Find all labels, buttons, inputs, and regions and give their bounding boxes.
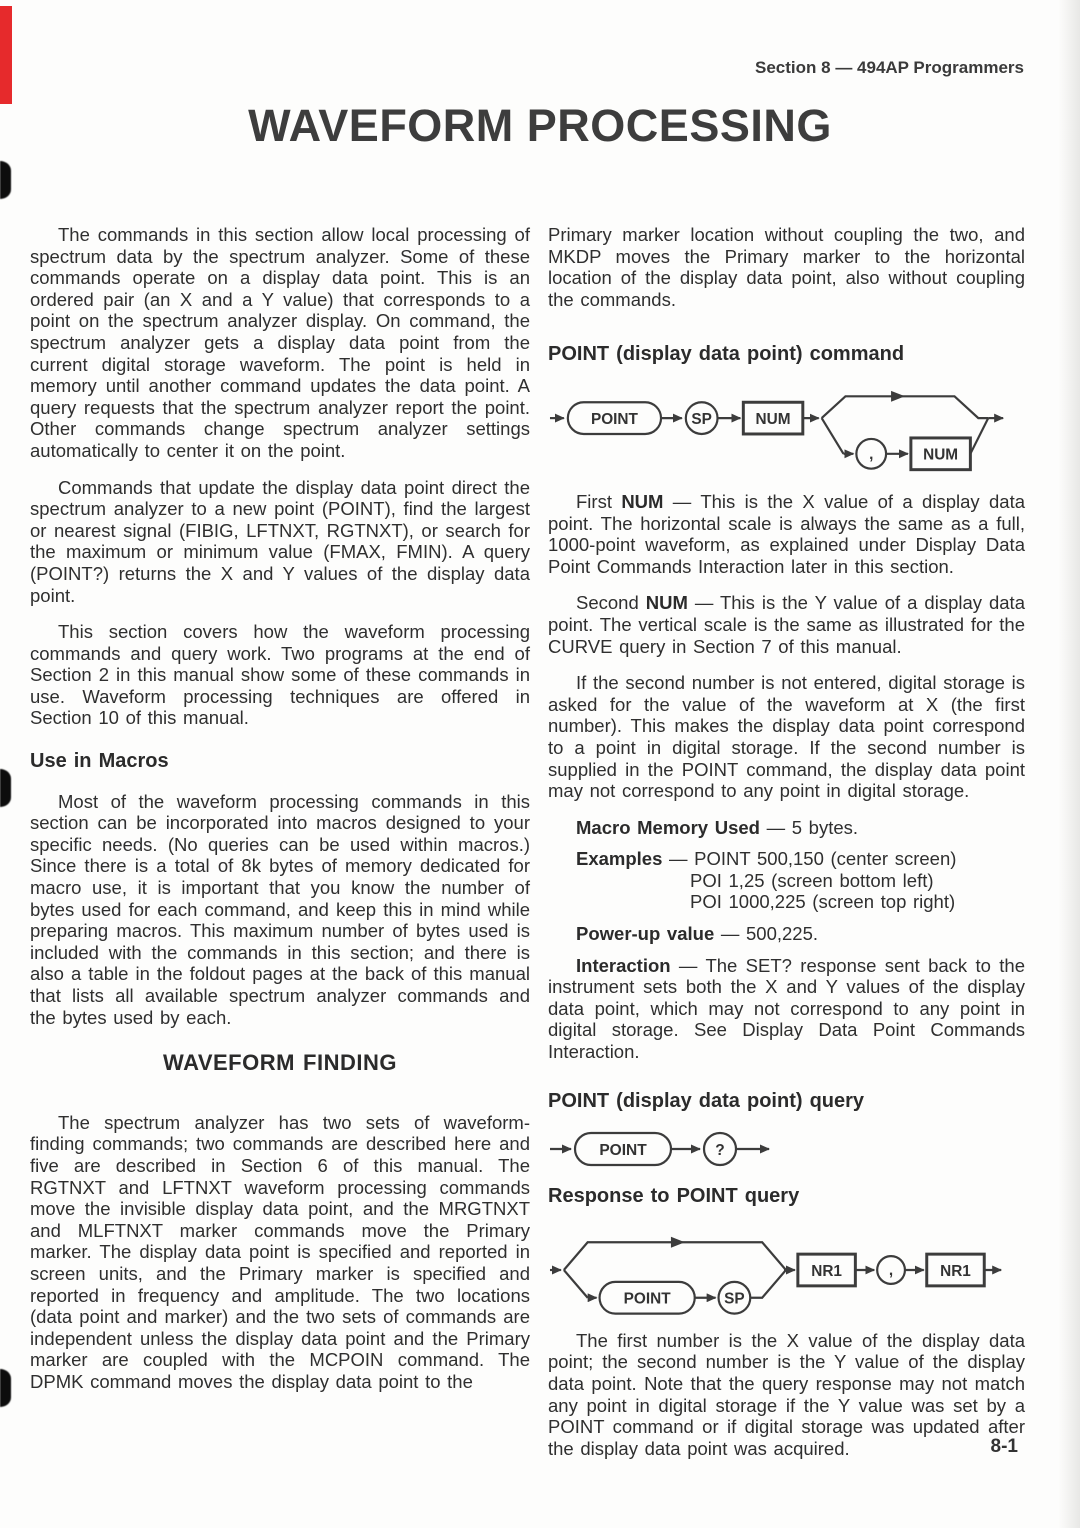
examples-line-2: POI 1,25 (screen bottom left) <box>690 869 934 891</box>
response-paragraph: The first number is the X value of the display data point; the second number is the Y value of the display data point. Note that the query response may not match any point in digital storage if the Y value was set by a POINT command or if digital storage was updated after the display data point was acquired. <box>548 1329 1025 1459</box>
num-node-label: NUM <box>755 411 791 429</box>
text-run: — This is the X value of a display data point. The horizontal scale is always the same as a full, 1000-point waveform, as explained under Display Data Point Commands Interaction later in this section. <box>548 490 1025 577</box>
waveform-finding-paragraph: The spectrum analyzer has two sets of waveform-finding commands; two commands are described here and five are described in Section 6 of this manual. The RGTNXT and LFTNXT waveform processing commands move the invisible display data point, and the MRGTNXT and MLFTNXT marker commands move the Primary marker. The display data point is specified and reported in screen units, and the Primary marker is specified and reported in frequency and amplitude. The two locations (data point and marker) and the two sets of commands are independent unless the display data point and the Primary marker are coupled with the MCPOIN command. The DPMK command moves the display data point to the <box>30 1111 530 1392</box>
red-edge-mark <box>0 6 12 104</box>
point-command-syntax-diagram <box>548 384 1014 479</box>
text-run: — The SET? response sent back to the instrument sets both the X and Y values of the display data point, which may not correspond to any point in digital storage. See Display Data Point Commands Interaction. <box>548 954 1025 1063</box>
bypass-arrow-icon <box>671 1237 685 1248</box>
railroad-lines <box>550 1133 769 1165</box>
page-title: WAVEFORM PROCESSING <box>248 100 832 151</box>
point-query-syntax-diagram <box>548 1126 798 1172</box>
binding-hole <box>0 161 11 199</box>
point-command-heading: POINT (display data point) command <box>548 343 905 366</box>
waveform-finding-heading: WAVEFORM FINDING <box>163 1050 397 1076</box>
text-run: — This is the Y value of a display data point. The vertical scale is the same as illustrated for the CURVE query in Section 7 of this manual. <box>548 592 1025 657</box>
example-value: POINT 500,150 (center screen) <box>694 848 957 870</box>
comma-node-label: , <box>888 1261 894 1279</box>
binding-hole <box>0 1369 11 1407</box>
examples-block <box>548 848 1025 913</box>
point-query-heading: POINT (display data point) query <box>548 1089 865 1112</box>
macro-memory-value: — 5 bytes. <box>759 816 859 838</box>
nr1-node-label: NR1 <box>811 1262 842 1280</box>
section-header: Section 8 — 494AP Programmers <box>755 58 1024 77</box>
examples-label: Examples <box>576 848 663 870</box>
macro-memory-label: Macro Memory Used <box>576 816 760 838</box>
second-num-paragraph <box>548 592 1025 657</box>
examples-line-3: POI 1000,225 (screen top right) <box>690 891 956 913</box>
powerup-value: — 500,225. <box>714 923 819 945</box>
point-response-syntax-diagram <box>548 1224 1014 1316</box>
railroad-labels <box>591 411 958 464</box>
num-node-label: NUM <box>923 446 959 464</box>
text-run: Second <box>576 592 646 614</box>
intro-paragraph-2: Commands that update the display data point direct the spectrum analyzer to a new point (POINT), find the largest or nearest signal (FIBIG, LFTNXT, RGTNXT), or search for the maximum or minimum value (FMAX, FMIN). A query (POINT?) returns the X and Y values of the display data point. <box>30 476 530 606</box>
railroad-lines <box>550 1242 1001 1313</box>
sp-node-label: SP <box>724 1290 745 1308</box>
powerup-label: Power-up value <box>576 923 715 945</box>
use-in-macros-heading: Use in Macros <box>30 750 169 773</box>
sp-node-label: SP <box>691 411 712 429</box>
point-node-label: POINT <box>599 1142 647 1160</box>
binding-hole <box>0 769 11 807</box>
left-column <box>30 224 530 1408</box>
first-num-paragraph <box>548 491 1025 577</box>
point-node-label: POINT <box>623 1290 671 1308</box>
num-keyword: NUM <box>621 490 664 512</box>
continuation-paragraph: Primary marker location without coupling the two, and MKDP moves the Primary marker to the horizontal location of the display data point, also without coupling the commands. <box>548 224 1025 310</box>
num-keyword: NUM <box>645 592 688 614</box>
nr1-node-label: NR1 <box>940 1262 971 1280</box>
question-node-label: ? <box>715 1142 725 1160</box>
interaction-label: Interaction <box>576 954 671 976</box>
scan-edge-shade <box>1058 0 1080 1528</box>
comma-node-label: , <box>869 445 874 463</box>
response-heading: Response to POINT query <box>548 1185 800 1208</box>
examples-separator: — <box>662 848 695 870</box>
point-node-label: POINT <box>590 411 638 429</box>
powerup-line <box>548 923 1025 945</box>
examples-line-1 <box>548 848 1025 870</box>
intro-paragraph-3: This section covers how the waveform processing commands and query work. Two programs at the end of Section 2 in this manual show some of these commands in use. Waveform processing techniques are offered in Section 10 of this manual. <box>30 621 530 729</box>
bypass-arrow-icon <box>891 391 905 402</box>
interaction-paragraph <box>548 955 1025 1063</box>
second-number-paragraph: If the second number is not entered, digital storage is asked for the value of the waveform at X (the first number). This makes the display data point correspond to a point in digital storage. If the second number is supplied in the POINT command, the display data point may not correspond to any point in digital storage. <box>548 672 1025 802</box>
intro-paragraph-1: The commands in this section allow local processing of spectrum data by the spectrum analyzer. Some of these commands operate on a display data point. This is an ordered pair (an X and a Y value) that corresponds to a point on the spectrum analyzer display. On command, the spectrum analyzer gets a display data point from the current digital storage waveform. The point is held in memory until another command updates the data point. A query requests that the spectrum analyzer report the point. Other commands change spectrum analyzer settings automatically to center it on the point. <box>30 224 530 461</box>
right-column <box>548 224 1025 1474</box>
page-number: 8-1 <box>990 1436 1018 1457</box>
text-run: First <box>576 490 622 512</box>
macro-memory-line <box>548 817 1025 839</box>
macros-paragraph: Most of the waveform processing commands in this section can be incorporated into macros designed to your specific needs. (No queries can be used within macros.) Since there is a total of 8k bytes of memory dedicated for macro use, it is important that you know the number of bytes used for each command, and keep this in mind while preparing macros. This maximum number of bytes used is included with the commands in this section; and there is also a table in the foldout pages at the back of this manual that lists all available spectrum analyzer commands and the bytes used by each. <box>30 790 530 1028</box>
